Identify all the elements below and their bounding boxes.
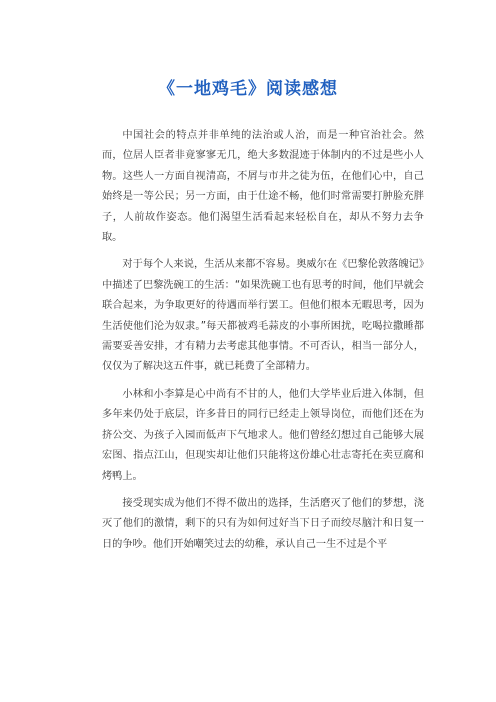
paragraph-3: 小林和小李算是心中尚有不甘的人，他们大学毕业后进入体制，但多年来仍处于底层，许多昔日的同行已经走上领导岗位，而他们还在为挤公交、为孩子入园而低声下气地求人。他们曾经幻想过自己能够大展宏图、指点江山，但现实却让他们只能将这份雄心壮志寄托在卖豆腐和烤鸭上。	[102, 388, 424, 482]
paragraph-4: 接受现实成为他们不得不做出的选择，生活磨灭了他们的梦想，浇灭了他们的激情，剩下的只有为如何过好当下日子而绞尽脑汁和日复一日的争吵。他们开始嘲笑过去的幼稚，承认自己一生不过是个平	[102, 497, 424, 550]
paragraph-2: 对于每个人来说，生活从来都不容易。奥威尔在《巴黎伦敦落魄记》中描述了巴黎洗碗工的生活：“如果洗碗工也有思考的时间，他们早就会联合起来，为争取更好的待遇而举行罢工。但他们根本无暇思考，因为生活使他们沦为奴隶。”每天都被鸡毛蒜皮的小事所困扰，吃喝拉撒睡都需要妥善安排，才有精力去考虑其他事情。不可否认，相当一部分人，仅仅为了解决这五件事，就已耗费了全部精力。	[102, 259, 424, 373]
document-title: 《一地鸡毛》阅读感想	[158, 79, 338, 99]
document-body	[102, 126, 424, 555]
paragraph-1: 中国社会的特点并非单纯的法治或人治，而是一种官治社会。然而，位居人臣者非竟寥寥无几，绝大多数混迹于体制内的不过是些小人物。这些人一方面自视清高，不屑与市井之徒为伍，在他们心中，自己始终是一等公民；另一方面，由于仕途不畅，他们时常需要打肿脸充胖子，人前故作姿态。他们渴望生活看起来轻松自在，却从不努力去争取。	[102, 130, 424, 244]
